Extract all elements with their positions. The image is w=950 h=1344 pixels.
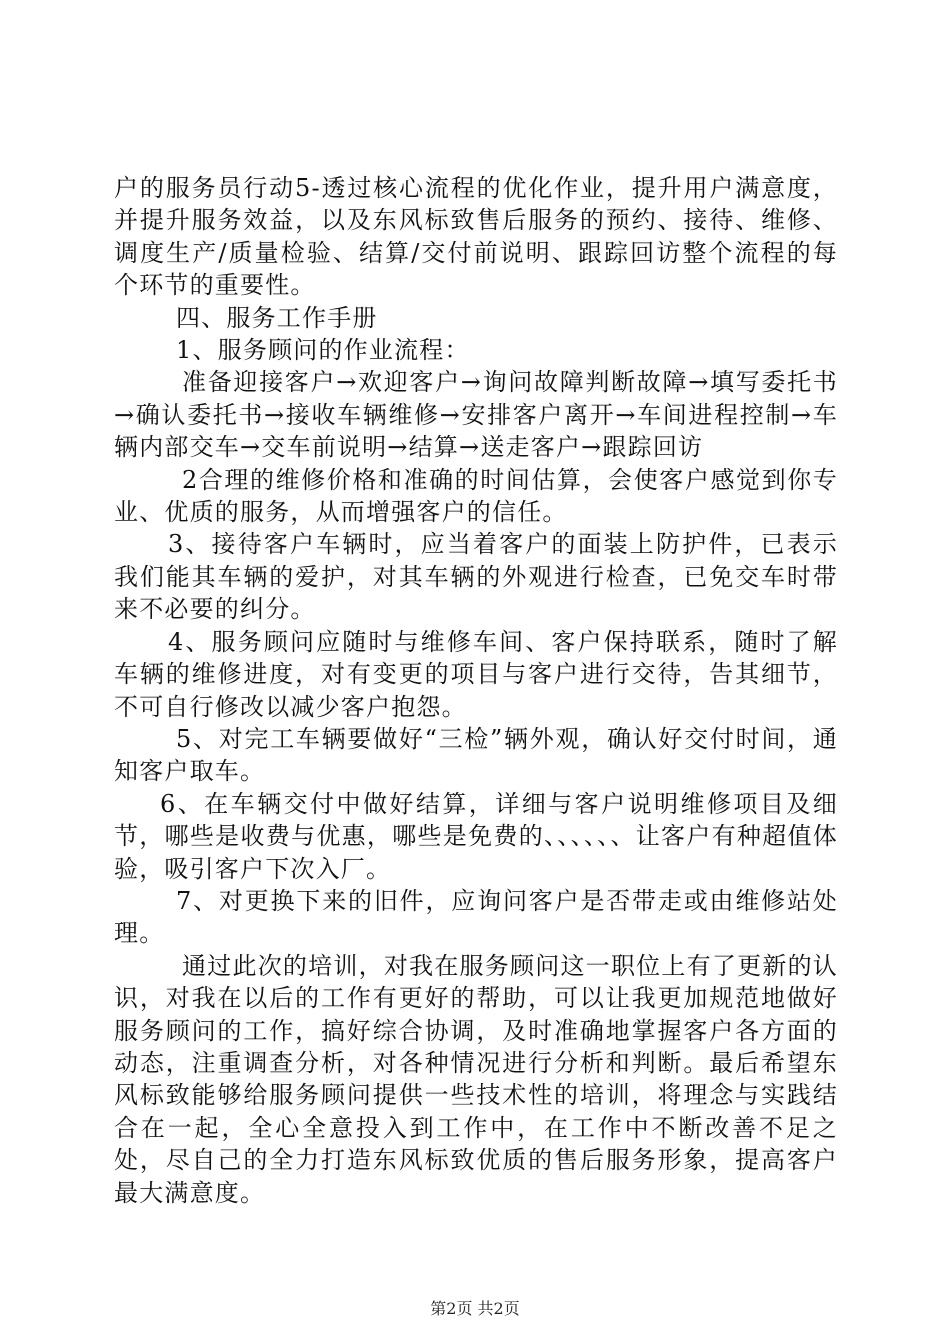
section-heading: 四、服务工作手册 bbox=[176, 303, 378, 332]
conclusion-paragraph: 通过此次的培训，对我在服务顾问这一职位上有了更新的认识，对我在以后的工作有更好的帮助，可以让我更加规范地做好服务顾问的工作，搞好综合协调，及时准确地掌握客户各方面的动态，注重调查分析，对各种情况进行分析和判断。最后希望东风标致能够给服务顾问提供一些技术性的培训，将理念与实践结合在一起，全心全意投入到工作中，在工作中不断改善不足之处，尽自己的全力打造东风标致优质的售后服务形象，提高客户最大满意度。 bbox=[114, 951, 838, 1207]
paragraph-item-5: 5、对完工车辆要做好“三检”辆外观，确认好交付时间，通知客户取车。 bbox=[114, 724, 838, 786]
page-number-footer: 第2页 共2页 bbox=[430, 1299, 520, 1318]
document-body bbox=[114, 172, 838, 1209]
paragraph-item-3: 3、接待客户车辆时，应当着客户的面装上防护件，已表示我们能其车辆的爱护，对其车辆的外观进行检查，已免交车时带来不必要的纠分。 bbox=[114, 530, 838, 624]
paragraph-item-6: 6、在车辆交付中做好结算，详细与客户说明维修项目及细节，哪些是收费与优惠，哪些是免费的、、、、、、让客户有种超值体验，吸引客户下次入厂。 bbox=[114, 789, 838, 883]
paragraph-item-2: 2合理的维修价格和准确的时间估算，会使客户感觉到你专业、优质的服务，从而增强客户的信任。 bbox=[114, 465, 838, 527]
paragraph-continuation: 户的服务员行动5-透过核心流程的优化作业，提升用户满意度，并提升服务效益，以及东风标致售后服务的预约、接待、维修、调度生产/质量检验、结算/交付前说明、跟踪回访整个流程的每个环节的重要性。 bbox=[114, 174, 838, 300]
subsection-heading: 1、服务顾问的作业流程： bbox=[176, 336, 470, 365]
workflow-paragraph: 准备迎接客户→欢迎客户→询问故障判断故障→填写委托书→确认委托书→接收车辆维修→安排客户离开→车间进程控制→车辆内部交车→交车前说明→结算→送走客户→跟踪回访 bbox=[114, 368, 838, 462]
paragraph-item-7: 7、对更换下来的旧件，应询问客户是否带走或由维修站处理。 bbox=[114, 886, 838, 948]
paragraph-item-4: 4、服务顾问应随时与维修车间、客户保持联系，随时了解车辆的维修进度，对有变更的项目与客户进行交待，告其细节，不可自行修改以减少客户抱怨。 bbox=[114, 627, 838, 721]
